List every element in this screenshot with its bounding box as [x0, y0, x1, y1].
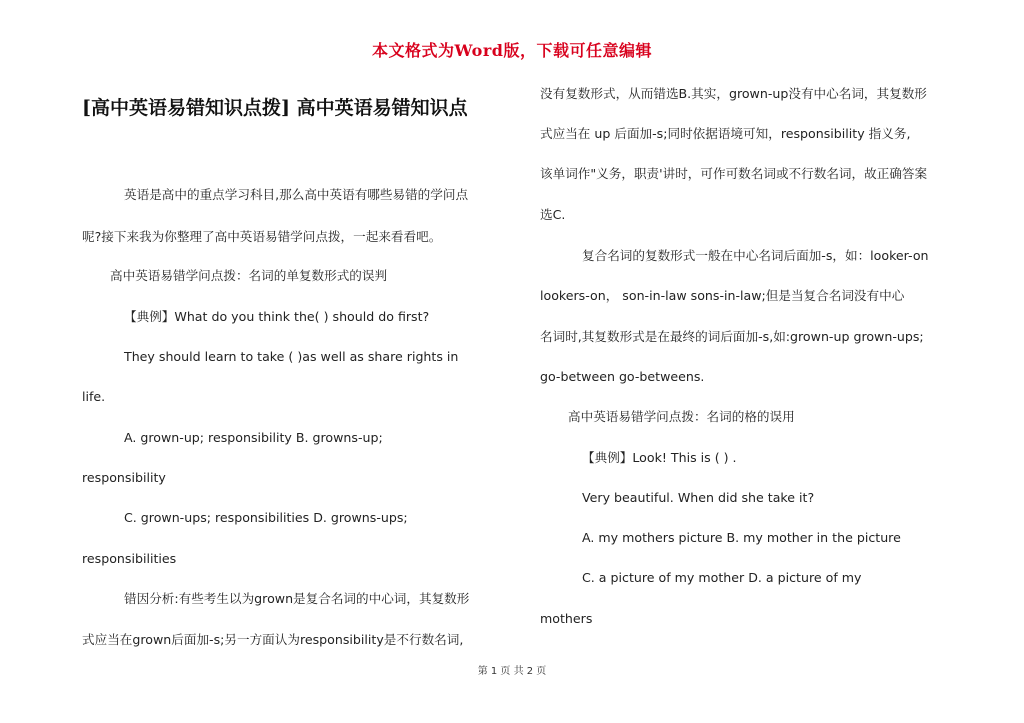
download-banner: 本文格式为Word版，下载可任意编辑	[372, 41, 652, 60]
paragraph-line: life.	[82, 389, 106, 404]
paragraph-line: 【典例】What do you think the( ) should do first?	[124, 309, 430, 324]
paragraph-line: 呢?接下来我为你整理了高中英语易错学问点拨，一起来看看吧。	[82, 229, 442, 244]
paragraph-line: go-between go-betweens.	[540, 369, 705, 384]
paragraph-line: C. grown-ups; responsibilities D. growns-ups;	[124, 510, 408, 525]
paragraph-line: A. my mothers picture B. my mother in the picture	[582, 530, 901, 545]
paragraph-line: 没有复数形式，从而错选B.其实，grown-up没有中心名词，其复数形	[540, 86, 927, 101]
paragraph-line: 【典例】Look! This is ( ) .	[582, 450, 737, 465]
section-heading: 高中英语易错学问点拨：名词的单复数形式的误判	[110, 268, 388, 283]
paragraph-line: 复合名词的复数形式一般在中心名词后面加-s，如：looker-on	[582, 248, 929, 263]
paragraph-line: 式应当在 up 后面加-s;同时依据语境可知，responsibility 指义务,	[540, 126, 911, 141]
paragraph-line: 式应当在grown后面加-s;另一方面认为responsibility是不行数名词,	[82, 632, 464, 647]
paragraph-line: 英语是高中的重点学习科目,那么高中英语有哪些易错的学问点	[124, 187, 469, 202]
section-heading: 高中英语易错学问点拨：名词的格的误用	[568, 409, 795, 424]
paragraph-line: A. grown-up; responsibility B. growns-up;	[124, 430, 383, 445]
paragraph-line: responsibilities	[82, 551, 177, 566]
paragraph-line: responsibility	[82, 470, 166, 485]
paragraph-line: 错因分析:有些考生以为grown是复合名词的中心词，其复数形	[124, 591, 470, 606]
document-title: [高中英语易错知识点拨] 高中英语易错知识点	[82, 97, 468, 119]
paragraph-line: lookers-on， son-in-law sons-in-law;但是当复合名词没有中心	[540, 288, 905, 303]
paragraph-line: They should learn to take ( )as well as share rights in	[124, 349, 459, 364]
paragraph-line: 该单词作"义务，职责'讲时，可作可数名词或不行数名词，故正确答案	[540, 166, 928, 181]
paragraph-line: C. a picture of my mother D. a picture of my	[582, 570, 862, 585]
paragraph-line: 选C.	[540, 207, 566, 222]
paragraph-line: Very beautiful. When did she take it?	[582, 490, 815, 505]
paragraph-line: mothers	[540, 611, 593, 626]
page-number: 第 1 页 共 2 页	[477, 666, 547, 677]
paragraph-line: 名词时,其复数形式是在最终的词后面加-s,如:grown-up grown-ups;	[540, 329, 924, 344]
